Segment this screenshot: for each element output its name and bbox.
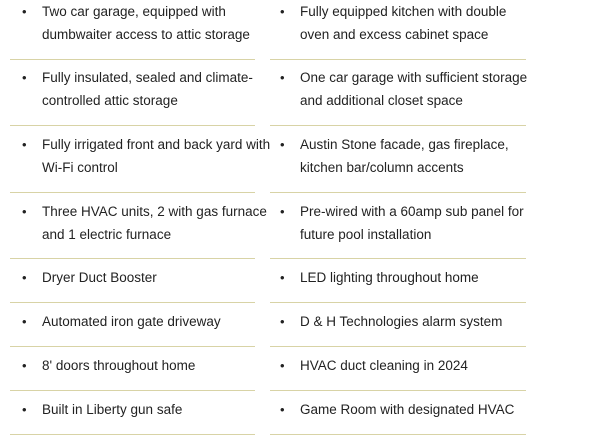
feature-text: Fully equipped kitchen with double oven and excess cabinet space <box>300 4 507 42</box>
bullet-icon: • <box>22 270 27 285</box>
divider <box>10 434 255 435</box>
feature-text: Three HVAC units, 2 with gas furnace and 1 electric furnace <box>42 204 267 242</box>
bullet-icon: • <box>280 4 285 19</box>
divider <box>270 192 526 193</box>
feature-item <box>280 399 530 422</box>
feature-item <box>280 67 530 112</box>
bullet-icon: • <box>280 402 285 417</box>
feature-text: One car garage with sufficient storage and additional closet space <box>300 70 528 108</box>
feature-item <box>280 201 530 246</box>
feature-text: Fully irrigated front and back yard with Wi-Fi control <box>42 137 271 175</box>
feature-text: Austin Stone facade, gas fireplace, kitchen bar/column accents <box>300 137 509 175</box>
bullet-icon: • <box>22 137 27 152</box>
bullet-icon: • <box>280 137 285 152</box>
divider <box>10 258 255 259</box>
feature-text: LED lighting throughout home <box>300 270 479 285</box>
bullet-icon: • <box>280 270 285 285</box>
bullet-icon: • <box>22 314 27 329</box>
bullet-icon: • <box>280 314 285 329</box>
feature-item <box>280 311 530 334</box>
feature-item <box>22 311 272 334</box>
feature-item <box>22 267 272 290</box>
feature-item <box>22 355 272 378</box>
divider <box>270 346 526 347</box>
feature-text: 8' doors throughout home <box>42 358 196 373</box>
divider <box>270 258 526 259</box>
divider <box>270 390 526 391</box>
feature-text: Game Room with designated HVAC <box>300 402 515 417</box>
divider <box>270 302 526 303</box>
divider <box>10 346 255 347</box>
bullet-icon: • <box>280 358 285 373</box>
feature-text: D & H Technologies alarm system <box>300 314 503 329</box>
feature-text: Dryer Duct Booster <box>42 270 157 285</box>
divider <box>10 125 255 126</box>
divider <box>10 302 255 303</box>
divider <box>10 390 255 391</box>
feature-item <box>22 1 272 46</box>
bullet-icon: • <box>22 402 27 417</box>
divider <box>10 192 255 193</box>
divider <box>270 434 526 435</box>
feature-item <box>22 67 272 112</box>
feature-text: HVAC duct cleaning in 2024 <box>300 358 468 373</box>
feature-text: Built in Liberty gun safe <box>42 402 183 417</box>
feature-text: Two car garage, equipped with dumbwaiter access to attic storage <box>42 4 250 42</box>
feature-item <box>22 399 272 422</box>
feature-item <box>280 134 530 179</box>
bullet-icon: • <box>22 70 27 85</box>
bullet-icon: • <box>22 204 27 219</box>
feature-item <box>22 134 272 179</box>
bullet-icon: • <box>22 4 27 19</box>
feature-item <box>280 267 530 290</box>
feature-item <box>280 1 530 46</box>
feature-text: Fully insulated, sealed and climate-controlled attic storage <box>42 70 253 108</box>
divider <box>10 59 255 60</box>
divider <box>270 125 526 126</box>
bullet-icon: • <box>22 358 27 373</box>
divider <box>270 59 526 60</box>
feature-text: Pre-wired with a 60amp sub panel for future pool installation <box>300 204 524 242</box>
feature-item <box>22 201 272 246</box>
bullet-icon: • <box>280 204 285 219</box>
feature-item <box>280 355 530 378</box>
feature-text: Automated iron gate driveway <box>42 314 221 329</box>
bullet-icon: • <box>280 70 285 85</box>
